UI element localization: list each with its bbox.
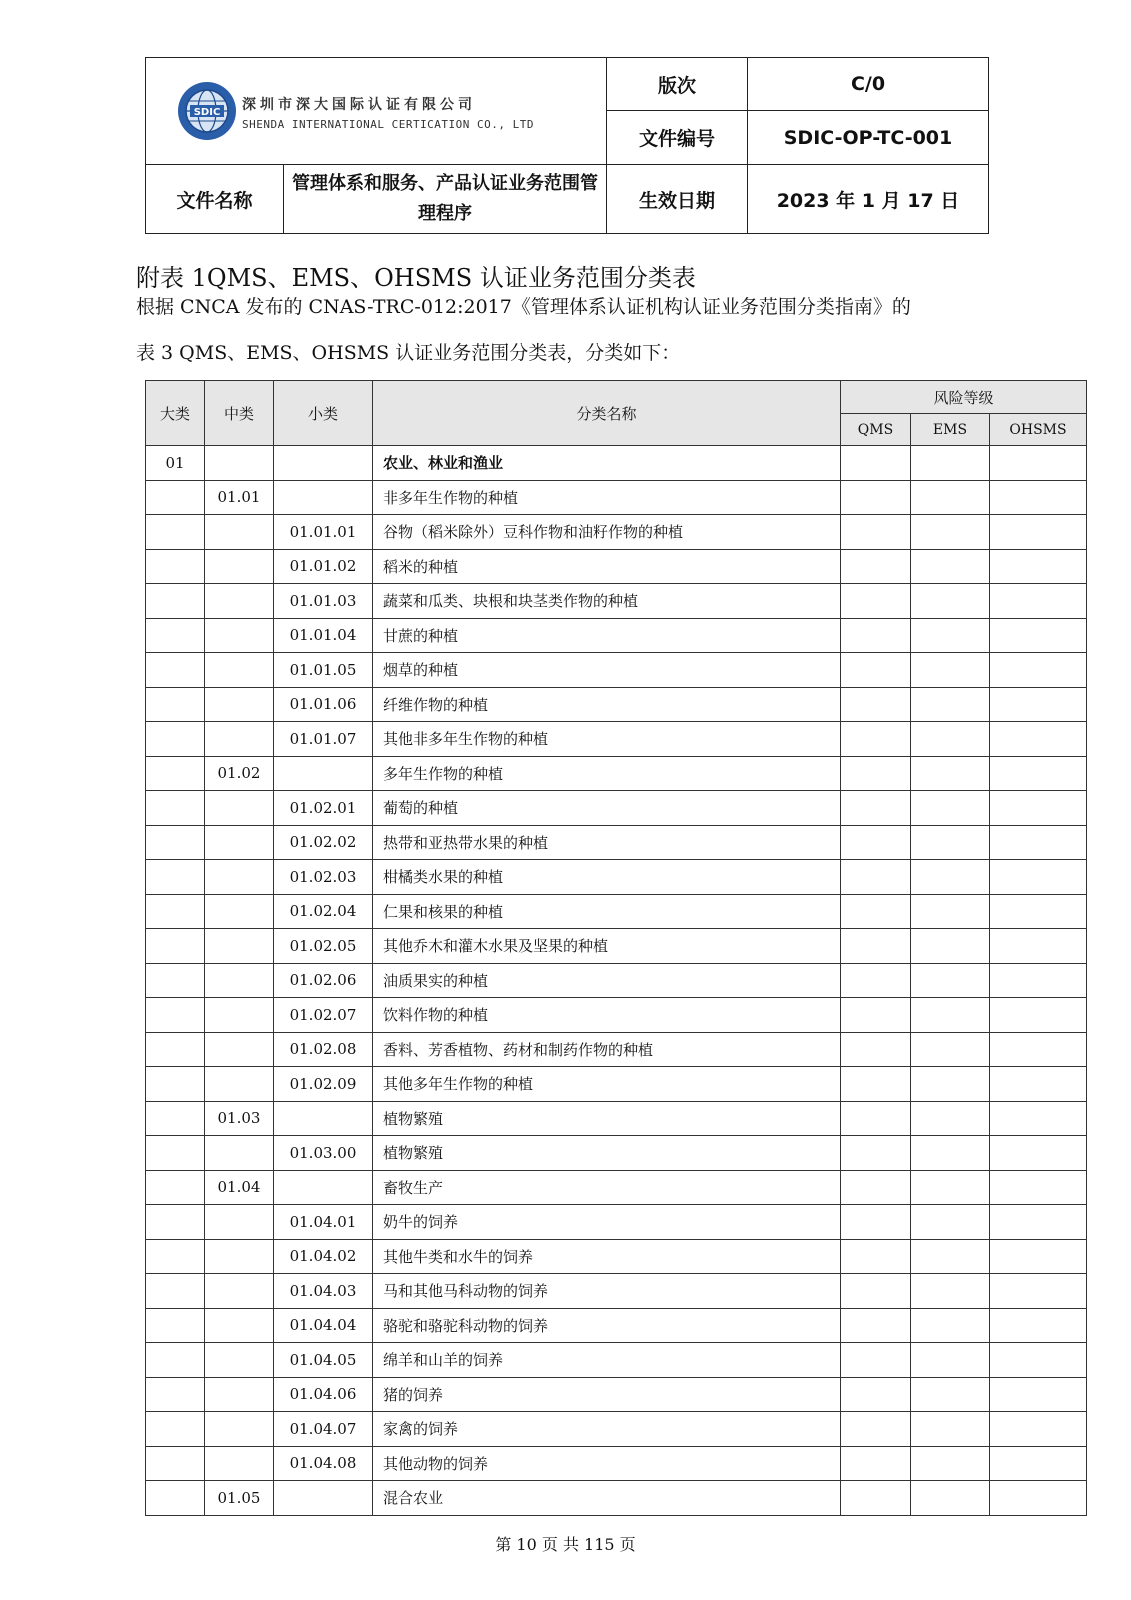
cell-ohsms xyxy=(990,756,1087,791)
cell-ems xyxy=(911,1446,990,1481)
cell-ohsms xyxy=(990,1032,1087,1067)
cell-name: 植物繁殖 xyxy=(373,1136,841,1171)
header-ohsms: OHSMS xyxy=(990,414,1087,446)
cell-minor: 01.01.04 xyxy=(274,618,373,653)
cell-minor: 01.01.07 xyxy=(274,722,373,757)
cell-major xyxy=(146,480,205,515)
table-row xyxy=(146,1446,1087,1481)
cell-ems xyxy=(911,1412,990,1447)
header-qms: QMS xyxy=(841,414,911,446)
cell-qms xyxy=(841,618,911,653)
cell-middle xyxy=(205,998,274,1033)
cell-name: 其他牛类和水牛的饲养 xyxy=(373,1239,841,1274)
version-value: C/0 xyxy=(748,58,989,111)
cell-middle xyxy=(205,1446,274,1481)
cell-minor xyxy=(274,1170,373,1205)
cell-major xyxy=(146,1205,205,1240)
cell-ems xyxy=(911,1274,990,1309)
cell-ems xyxy=(911,446,990,481)
doc-number-label: 文件编号 xyxy=(607,111,748,165)
table-row xyxy=(146,860,1087,895)
cell-major xyxy=(146,1101,205,1136)
table-row xyxy=(146,963,1087,998)
cell-major xyxy=(146,722,205,757)
cell-major xyxy=(146,687,205,722)
cell-middle: 01.05 xyxy=(205,1481,274,1516)
cell-ohsms xyxy=(990,1377,1087,1412)
cell-ohsms xyxy=(990,825,1087,860)
cell-name: 绵羊和山羊的饲养 xyxy=(373,1343,841,1378)
cell-major xyxy=(146,929,205,964)
cell-ems xyxy=(911,894,990,929)
cell-minor: 01.02.06 xyxy=(274,963,373,998)
table-row xyxy=(146,1136,1087,1171)
cell-minor: 01.02.07 xyxy=(274,998,373,1033)
cell-qms xyxy=(841,963,911,998)
cell-qms xyxy=(841,929,911,964)
cell-minor: 01.01.03 xyxy=(274,584,373,619)
cell-ohsms xyxy=(990,584,1087,619)
cell-qms xyxy=(841,756,911,791)
cell-name: 烟草的种植 xyxy=(373,653,841,688)
cell-ems xyxy=(911,1067,990,1102)
cell-major xyxy=(146,653,205,688)
cell-major xyxy=(146,963,205,998)
cell-ohsms xyxy=(990,1446,1087,1481)
cell-qms xyxy=(841,1446,911,1481)
cell-minor: 01.01.02 xyxy=(274,549,373,584)
cell-qms xyxy=(841,687,911,722)
cell-major xyxy=(146,1343,205,1378)
cell-qms xyxy=(841,1239,911,1274)
cell-ohsms xyxy=(990,480,1087,515)
cell-qms xyxy=(841,825,911,860)
cell-middle xyxy=(205,825,274,860)
cell-ems xyxy=(911,687,990,722)
cell-middle: 01.04 xyxy=(205,1170,274,1205)
header-name: 分类名称 xyxy=(373,381,841,446)
cell-ems xyxy=(911,1343,990,1378)
cell-qms xyxy=(841,1343,911,1378)
table-row xyxy=(146,756,1087,791)
table-row xyxy=(146,584,1087,619)
cell-middle xyxy=(205,791,274,826)
company-name-cn: 深圳市深大国际认证有限公司 xyxy=(242,97,476,113)
globe-logo-icon xyxy=(176,80,238,142)
cell-ohsms xyxy=(990,1274,1087,1309)
cell-qms xyxy=(841,549,911,584)
cell-ems xyxy=(911,722,990,757)
cell-qms xyxy=(841,894,911,929)
cell-ems xyxy=(911,1308,990,1343)
cell-minor: 01.04.01 xyxy=(274,1205,373,1240)
document-header xyxy=(145,57,989,234)
cell-minor: 01.02.05 xyxy=(274,929,373,964)
cell-name: 葡萄的种植 xyxy=(373,791,841,826)
table-row xyxy=(146,1239,1087,1274)
cell-ohsms xyxy=(990,894,1087,929)
cell-major xyxy=(146,1481,205,1516)
cell-ems xyxy=(911,1101,990,1136)
cell-ohsms xyxy=(990,653,1087,688)
cell-ohsms xyxy=(990,1239,1087,1274)
table-row xyxy=(146,1170,1087,1205)
cell-ems xyxy=(911,618,990,653)
cell-minor xyxy=(274,756,373,791)
table-row xyxy=(146,1343,1087,1378)
cell-qms xyxy=(841,860,911,895)
table-row xyxy=(146,1032,1087,1067)
cell-ems xyxy=(911,963,990,998)
scope-classification-table xyxy=(145,380,1087,1516)
cell-major xyxy=(146,1067,205,1102)
section-title: 附表 1QMS、EMS、OHSMS 认证业务范围分类表 xyxy=(136,264,696,292)
cell-major xyxy=(146,1412,205,1447)
cell-name: 饮料作物的种植 xyxy=(373,998,841,1033)
table-row xyxy=(146,722,1087,757)
page-footer: 第 10 页 共 115 页 xyxy=(495,1535,636,1554)
cell-major xyxy=(146,549,205,584)
cell-middle xyxy=(205,653,274,688)
table-row xyxy=(146,549,1087,584)
cell-qms xyxy=(841,791,911,826)
cell-ems xyxy=(911,1205,990,1240)
cell-minor: 01.03.00 xyxy=(274,1136,373,1171)
table-row xyxy=(146,653,1087,688)
company-logo-block xyxy=(146,58,607,165)
cell-name: 植物繁殖 xyxy=(373,1101,841,1136)
cell-major xyxy=(146,584,205,619)
cell-ohsms xyxy=(990,1343,1087,1378)
table-body xyxy=(146,446,1087,1516)
cell-ohsms xyxy=(990,1101,1087,1136)
cell-minor: 01.02.03 xyxy=(274,860,373,895)
cell-name: 稻米的种植 xyxy=(373,549,841,584)
intro-paragraph-line-1: 根据 CNCA 发布的 CNAS-TRC-012:2017《管理体系认证机构认证业务范围分类指南》的 xyxy=(136,296,911,318)
cell-name: 甘蔗的种植 xyxy=(373,618,841,653)
cell-name: 畜牧生产 xyxy=(373,1170,841,1205)
cell-middle xyxy=(205,1308,274,1343)
table-row xyxy=(146,618,1087,653)
cell-major xyxy=(146,1239,205,1274)
cell-name: 蔬菜和瓜类、块根和块茎类作物的种植 xyxy=(373,584,841,619)
cell-minor xyxy=(274,446,373,481)
cell-minor: 01.02.04 xyxy=(274,894,373,929)
cell-middle: 01.01 xyxy=(205,480,274,515)
cell-major xyxy=(146,1446,205,1481)
cell-name: 混合农业 xyxy=(373,1481,841,1516)
cell-middle xyxy=(205,1032,274,1067)
cell-minor: 01.04.05 xyxy=(274,1343,373,1378)
table-row xyxy=(146,1067,1087,1102)
cell-name: 香料、芳香植物、药材和制药作物的种植 xyxy=(373,1032,841,1067)
cell-minor xyxy=(274,1101,373,1136)
table-row xyxy=(146,1308,1087,1343)
cell-qms xyxy=(841,1308,911,1343)
cell-qms xyxy=(841,446,911,481)
cell-major xyxy=(146,1136,205,1171)
logo-text: SDIC xyxy=(193,107,221,118)
header-middle: 中类 xyxy=(205,381,274,446)
cell-qms xyxy=(841,1205,911,1240)
cell-name: 农业、林业和渔业 xyxy=(373,446,841,481)
header-minor: 小类 xyxy=(274,381,373,446)
cell-name: 其他动物的饲养 xyxy=(373,1446,841,1481)
table-row xyxy=(146,1274,1087,1309)
cell-major xyxy=(146,618,205,653)
cell-ohsms xyxy=(990,618,1087,653)
cell-qms xyxy=(841,722,911,757)
cell-ems xyxy=(911,791,990,826)
cell-ohsms xyxy=(990,722,1087,757)
cell-qms xyxy=(841,584,911,619)
cell-minor: 01.01.01 xyxy=(274,515,373,550)
cell-minor: 01.04.08 xyxy=(274,1446,373,1481)
cell-qms xyxy=(841,515,911,550)
table-row xyxy=(146,894,1087,929)
cell-minor: 01.04.04 xyxy=(274,1308,373,1343)
table-row xyxy=(146,446,1087,481)
cell-ems xyxy=(911,653,990,688)
doc-number-value: SDIC-OP-TC-001 xyxy=(748,111,989,165)
cell-ohsms xyxy=(990,1205,1087,1240)
cell-minor: 01.02.01 xyxy=(274,791,373,826)
cell-major xyxy=(146,1170,205,1205)
cell-ohsms xyxy=(990,1170,1087,1205)
cell-name: 家禽的饲养 xyxy=(373,1412,841,1447)
cell-middle xyxy=(205,1274,274,1309)
cell-ohsms xyxy=(990,549,1087,584)
cell-major xyxy=(146,515,205,550)
cell-ems xyxy=(911,998,990,1033)
cell-middle xyxy=(205,1343,274,1378)
cell-minor: 01.02.02 xyxy=(274,825,373,860)
cell-middle xyxy=(205,1067,274,1102)
cell-minor: 01.01.06 xyxy=(274,687,373,722)
cell-middle xyxy=(205,618,274,653)
cell-middle xyxy=(205,929,274,964)
table-row xyxy=(146,1412,1087,1447)
cell-name: 纤维作物的种植 xyxy=(373,687,841,722)
cell-qms xyxy=(841,1170,911,1205)
cell-name: 仁果和核果的种植 xyxy=(373,894,841,929)
cell-name: 奶牛的饲养 xyxy=(373,1205,841,1240)
cell-minor xyxy=(274,1481,373,1516)
version-label: 版次 xyxy=(607,58,748,111)
cell-ohsms xyxy=(990,687,1087,722)
cell-qms xyxy=(841,1412,911,1447)
cell-middle xyxy=(205,722,274,757)
cell-ems xyxy=(911,929,990,964)
cell-middle: 01.02 xyxy=(205,756,274,791)
cell-name: 骆驼和骆驼科动物的饲养 xyxy=(373,1308,841,1343)
company-name-en: SHENDA INTERNATIONAL CERTICATION CO., LTD xyxy=(242,118,535,131)
cell-middle xyxy=(205,1136,274,1171)
cell-name: 其他多年生作物的种植 xyxy=(373,1067,841,1102)
cell-middle xyxy=(205,1205,274,1240)
cell-ohsms xyxy=(990,998,1087,1033)
cell-major xyxy=(146,998,205,1033)
cell-ohsms xyxy=(990,963,1087,998)
cell-middle xyxy=(205,446,274,481)
cell-ohsms xyxy=(990,1412,1087,1447)
cell-minor: 01.02.09 xyxy=(274,1067,373,1102)
cell-ohsms xyxy=(990,860,1087,895)
table-row xyxy=(146,1205,1087,1240)
cell-ohsms xyxy=(990,1067,1087,1102)
cell-qms xyxy=(841,1101,911,1136)
cell-name: 非多年生作物的种植 xyxy=(373,480,841,515)
cell-name: 马和其他马科动物的饲养 xyxy=(373,1274,841,1309)
cell-ohsms xyxy=(990,929,1087,964)
cell-ems xyxy=(911,1136,990,1171)
intro-paragraph-line-2: 表 3 QMS、EMS、OHSMS 认证业务范围分类表，分类如下： xyxy=(136,342,681,364)
cell-ems xyxy=(911,1481,990,1516)
effective-date-value: 2023 年 1 月 17 日 xyxy=(748,165,989,234)
cell-name: 多年生作物的种植 xyxy=(373,756,841,791)
cell-minor xyxy=(274,480,373,515)
cell-minor: 01.04.06 xyxy=(274,1377,373,1412)
cell-name: 其他乔木和灌木水果及坚果的种植 xyxy=(373,929,841,964)
header-major: 大类 xyxy=(146,381,205,446)
cell-ohsms xyxy=(990,515,1087,550)
cell-qms xyxy=(841,998,911,1033)
cell-name: 谷物（稻米除外）豆科作物和油籽作物的种植 xyxy=(373,515,841,550)
table-row xyxy=(146,929,1087,964)
cell-ohsms xyxy=(990,1308,1087,1343)
cell-ems xyxy=(911,756,990,791)
cell-ems xyxy=(911,515,990,550)
cell-ems xyxy=(911,584,990,619)
table-row xyxy=(146,687,1087,722)
cell-middle xyxy=(205,549,274,584)
cell-major xyxy=(146,894,205,929)
cell-ems xyxy=(911,549,990,584)
cell-major xyxy=(146,1308,205,1343)
table-row xyxy=(146,1481,1087,1516)
cell-name: 柑橘类水果的种植 xyxy=(373,860,841,895)
cell-major: 01 xyxy=(146,446,205,481)
cell-qms xyxy=(841,480,911,515)
cell-middle xyxy=(205,963,274,998)
cell-qms xyxy=(841,1481,911,1516)
cell-major xyxy=(146,825,205,860)
cell-minor: 01.04.07 xyxy=(274,1412,373,1447)
doc-name-value: 管理体系和服务、产品认证业务范围管理程序 xyxy=(284,165,607,234)
cell-ohsms xyxy=(990,1136,1087,1171)
cell-ems xyxy=(911,1170,990,1205)
cell-ohsms xyxy=(990,1481,1087,1516)
cell-middle xyxy=(205,1377,274,1412)
cell-major xyxy=(146,756,205,791)
cell-middle xyxy=(205,1412,274,1447)
table-row xyxy=(146,791,1087,826)
cell-ems xyxy=(911,480,990,515)
cell-middle xyxy=(205,584,274,619)
header-ems: EMS xyxy=(911,414,990,446)
cell-major xyxy=(146,1274,205,1309)
cell-qms xyxy=(841,1136,911,1171)
cell-ohsms xyxy=(990,446,1087,481)
cell-qms xyxy=(841,1067,911,1102)
doc-name-label: 文件名称 xyxy=(146,165,284,234)
cell-middle xyxy=(205,894,274,929)
cell-middle xyxy=(205,1239,274,1274)
cell-ems xyxy=(911,1377,990,1412)
cell-major xyxy=(146,791,205,826)
cell-major xyxy=(146,860,205,895)
cell-qms xyxy=(841,1274,911,1309)
cell-ems xyxy=(911,860,990,895)
cell-middle xyxy=(205,860,274,895)
table-row xyxy=(146,480,1087,515)
table-row xyxy=(146,1101,1087,1136)
cell-minor: 01.02.08 xyxy=(274,1032,373,1067)
cell-major xyxy=(146,1377,205,1412)
table-row xyxy=(146,515,1087,550)
cell-qms xyxy=(841,1377,911,1412)
table-row xyxy=(146,1377,1087,1412)
cell-name: 热带和亚热带水果的种植 xyxy=(373,825,841,860)
cell-name: 油质果实的种植 xyxy=(373,963,841,998)
cell-middle xyxy=(205,687,274,722)
cell-name: 猪的饲养 xyxy=(373,1377,841,1412)
cell-minor: 01.04.03 xyxy=(274,1274,373,1309)
effective-date-label: 生效日期 xyxy=(607,165,748,234)
cell-middle: 01.03 xyxy=(205,1101,274,1136)
cell-minor: 01.01.05 xyxy=(274,653,373,688)
cell-name: 其他非多年生作物的种植 xyxy=(373,722,841,757)
cell-minor: 01.04.02 xyxy=(274,1239,373,1274)
cell-qms xyxy=(841,653,911,688)
table-row xyxy=(146,825,1087,860)
cell-qms xyxy=(841,1032,911,1067)
table-row xyxy=(146,998,1087,1033)
cell-middle xyxy=(205,515,274,550)
header-risk-level: 风险等级 xyxy=(841,381,1087,414)
cell-ems xyxy=(911,1239,990,1274)
cell-ems xyxy=(911,825,990,860)
cell-major xyxy=(146,1032,205,1067)
cell-ems xyxy=(911,1032,990,1067)
cell-ohsms xyxy=(990,791,1087,826)
